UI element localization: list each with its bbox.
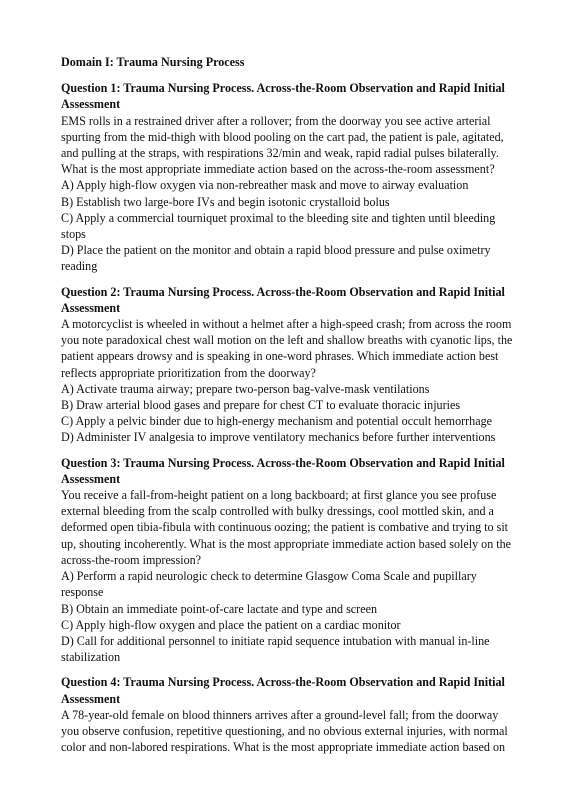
answer-option-d xyxy=(61,242,516,274)
question-2 xyxy=(61,284,516,446)
option-text: Apply a pelvic binder due to high-energy mechanism and potential occult hemorrhage xyxy=(75,414,492,429)
question-1 xyxy=(61,80,516,274)
option-letter: A) xyxy=(61,569,74,584)
option-text: Establish two large-bore IVs and begin isotonic crystalloid bolus xyxy=(76,194,390,209)
question-title: Question 2: Trauma Nursing Process. Across-the-Room Observation and Rapid Initial Assessment xyxy=(61,284,505,315)
question-title: Question 3: Trauma Nursing Process. Across-the-Room Observation and Rapid Initial Assessment xyxy=(61,455,505,486)
option-text: Draw arterial blood gases and prepare for chest CT to evaluate thoracic injuries xyxy=(76,398,461,413)
option-letter: B) xyxy=(61,601,74,616)
option-text: Activate trauma airway; prepare two-person bag-valve-mask ventilations xyxy=(76,381,430,396)
question-stem: EMS rolls in a restrained driver after a rollover; from the doorway you see active arterial spurting from the mid-thigh with blood pooling on the cart pad, the patient is pale, agitated, and pulling at the straps, with respirations 32/min and weak, rapid radial pulses bilaterally. What is the most appropriate immediate action based on the across-the-room assessment? xyxy=(61,113,504,177)
answer-options xyxy=(61,568,516,665)
option-text: Apply a commercial tourniquet proximal to the bleeding site and tighten until bleeding stops xyxy=(61,210,496,242)
option-letter: B) xyxy=(61,398,74,413)
answer-option-c xyxy=(61,210,516,242)
option-letter: B) xyxy=(61,194,74,209)
answer-option-a xyxy=(61,381,516,397)
domain-title: Domain I: Trauma Nursing Process xyxy=(61,55,245,69)
option-letter: C) xyxy=(61,617,74,632)
question-stem: A 78-year-old female on blood thinners arrives after a ground-level fall; from the doorway you observe confusion, repetitive questioning, and no obvious external injuries, with normal color and non-labored respirations. What is the most appropriate immediate action based on xyxy=(61,707,508,755)
answer-option-c xyxy=(61,617,516,633)
option-letter: D) xyxy=(61,633,74,648)
answer-options xyxy=(61,381,516,446)
option-text: Perform a rapid neurologic check to determine Glasgow Coma Scale and pupillary response xyxy=(61,569,477,600)
option-letter: A) xyxy=(61,178,74,193)
option-letter: C) xyxy=(61,210,74,225)
option-text: Administer IV analgesia to improve ventilatory mechanics before further interventions xyxy=(76,430,496,445)
option-text: Call for additional personnel to initiate rapid sequence intubation with manual in-line stabilization xyxy=(61,633,490,665)
option-text: Place the patient on the monitor and obtain a rapid blood pressure and pulse oximetry reading xyxy=(61,243,491,274)
answer-option-d xyxy=(61,429,516,445)
answer-options xyxy=(61,177,516,274)
answer-option-a xyxy=(61,177,516,193)
option-text: Obtain an immediate point-of-care lactate and type and screen xyxy=(76,601,377,616)
answer-option-a xyxy=(61,568,516,600)
question-3 xyxy=(61,455,516,666)
question-title: Question 1: Trauma Nursing Process. Across-the-Room Observation and Rapid Initial Assessment xyxy=(61,81,505,112)
option-letter: D) xyxy=(61,430,74,445)
question-title: Question 4: Trauma Nursing Process. Across-the-Room Observation and Rapid Initial Assessment xyxy=(61,675,505,706)
question-stem: A motorcyclist is wheeled in without a helmet after a high-speed crash; from across the room you note paradoxical chest wall motion on the left and shallow breaths with cyanotic lips, the patient appears drowsy and is speaking in one-word phrases. Which immediate action best reflects appropriate prioritization from the doorway? xyxy=(61,317,513,380)
option-letter: A) xyxy=(61,381,74,396)
answer-option-c xyxy=(61,413,516,429)
question-stem: You receive a fall-from-height patient on a long backboard; at first glance you see profuse external bleeding from the scalp controlled with bulky dressings, cool mottled skin, and a deformed open tibia-fibula with continuous oozing; the patient is combative and trying to sit up, shouting incoherently. What is the most appropriate immediate action based solely on the across-the-room impression? xyxy=(61,488,512,567)
question-4 xyxy=(61,674,516,755)
answer-option-b xyxy=(61,601,516,617)
option-text: Apply high-flow oxygen via non-rebreather mask and move to airway evaluation xyxy=(76,178,469,193)
answer-option-d xyxy=(61,633,516,665)
option-letter: D) xyxy=(61,243,74,258)
option-letter: C) xyxy=(61,414,74,429)
option-text: Apply high-flow oxygen and place the patient on a cardiac monitor xyxy=(75,617,401,632)
answer-option-b xyxy=(61,397,516,413)
answer-option-b xyxy=(61,194,516,210)
